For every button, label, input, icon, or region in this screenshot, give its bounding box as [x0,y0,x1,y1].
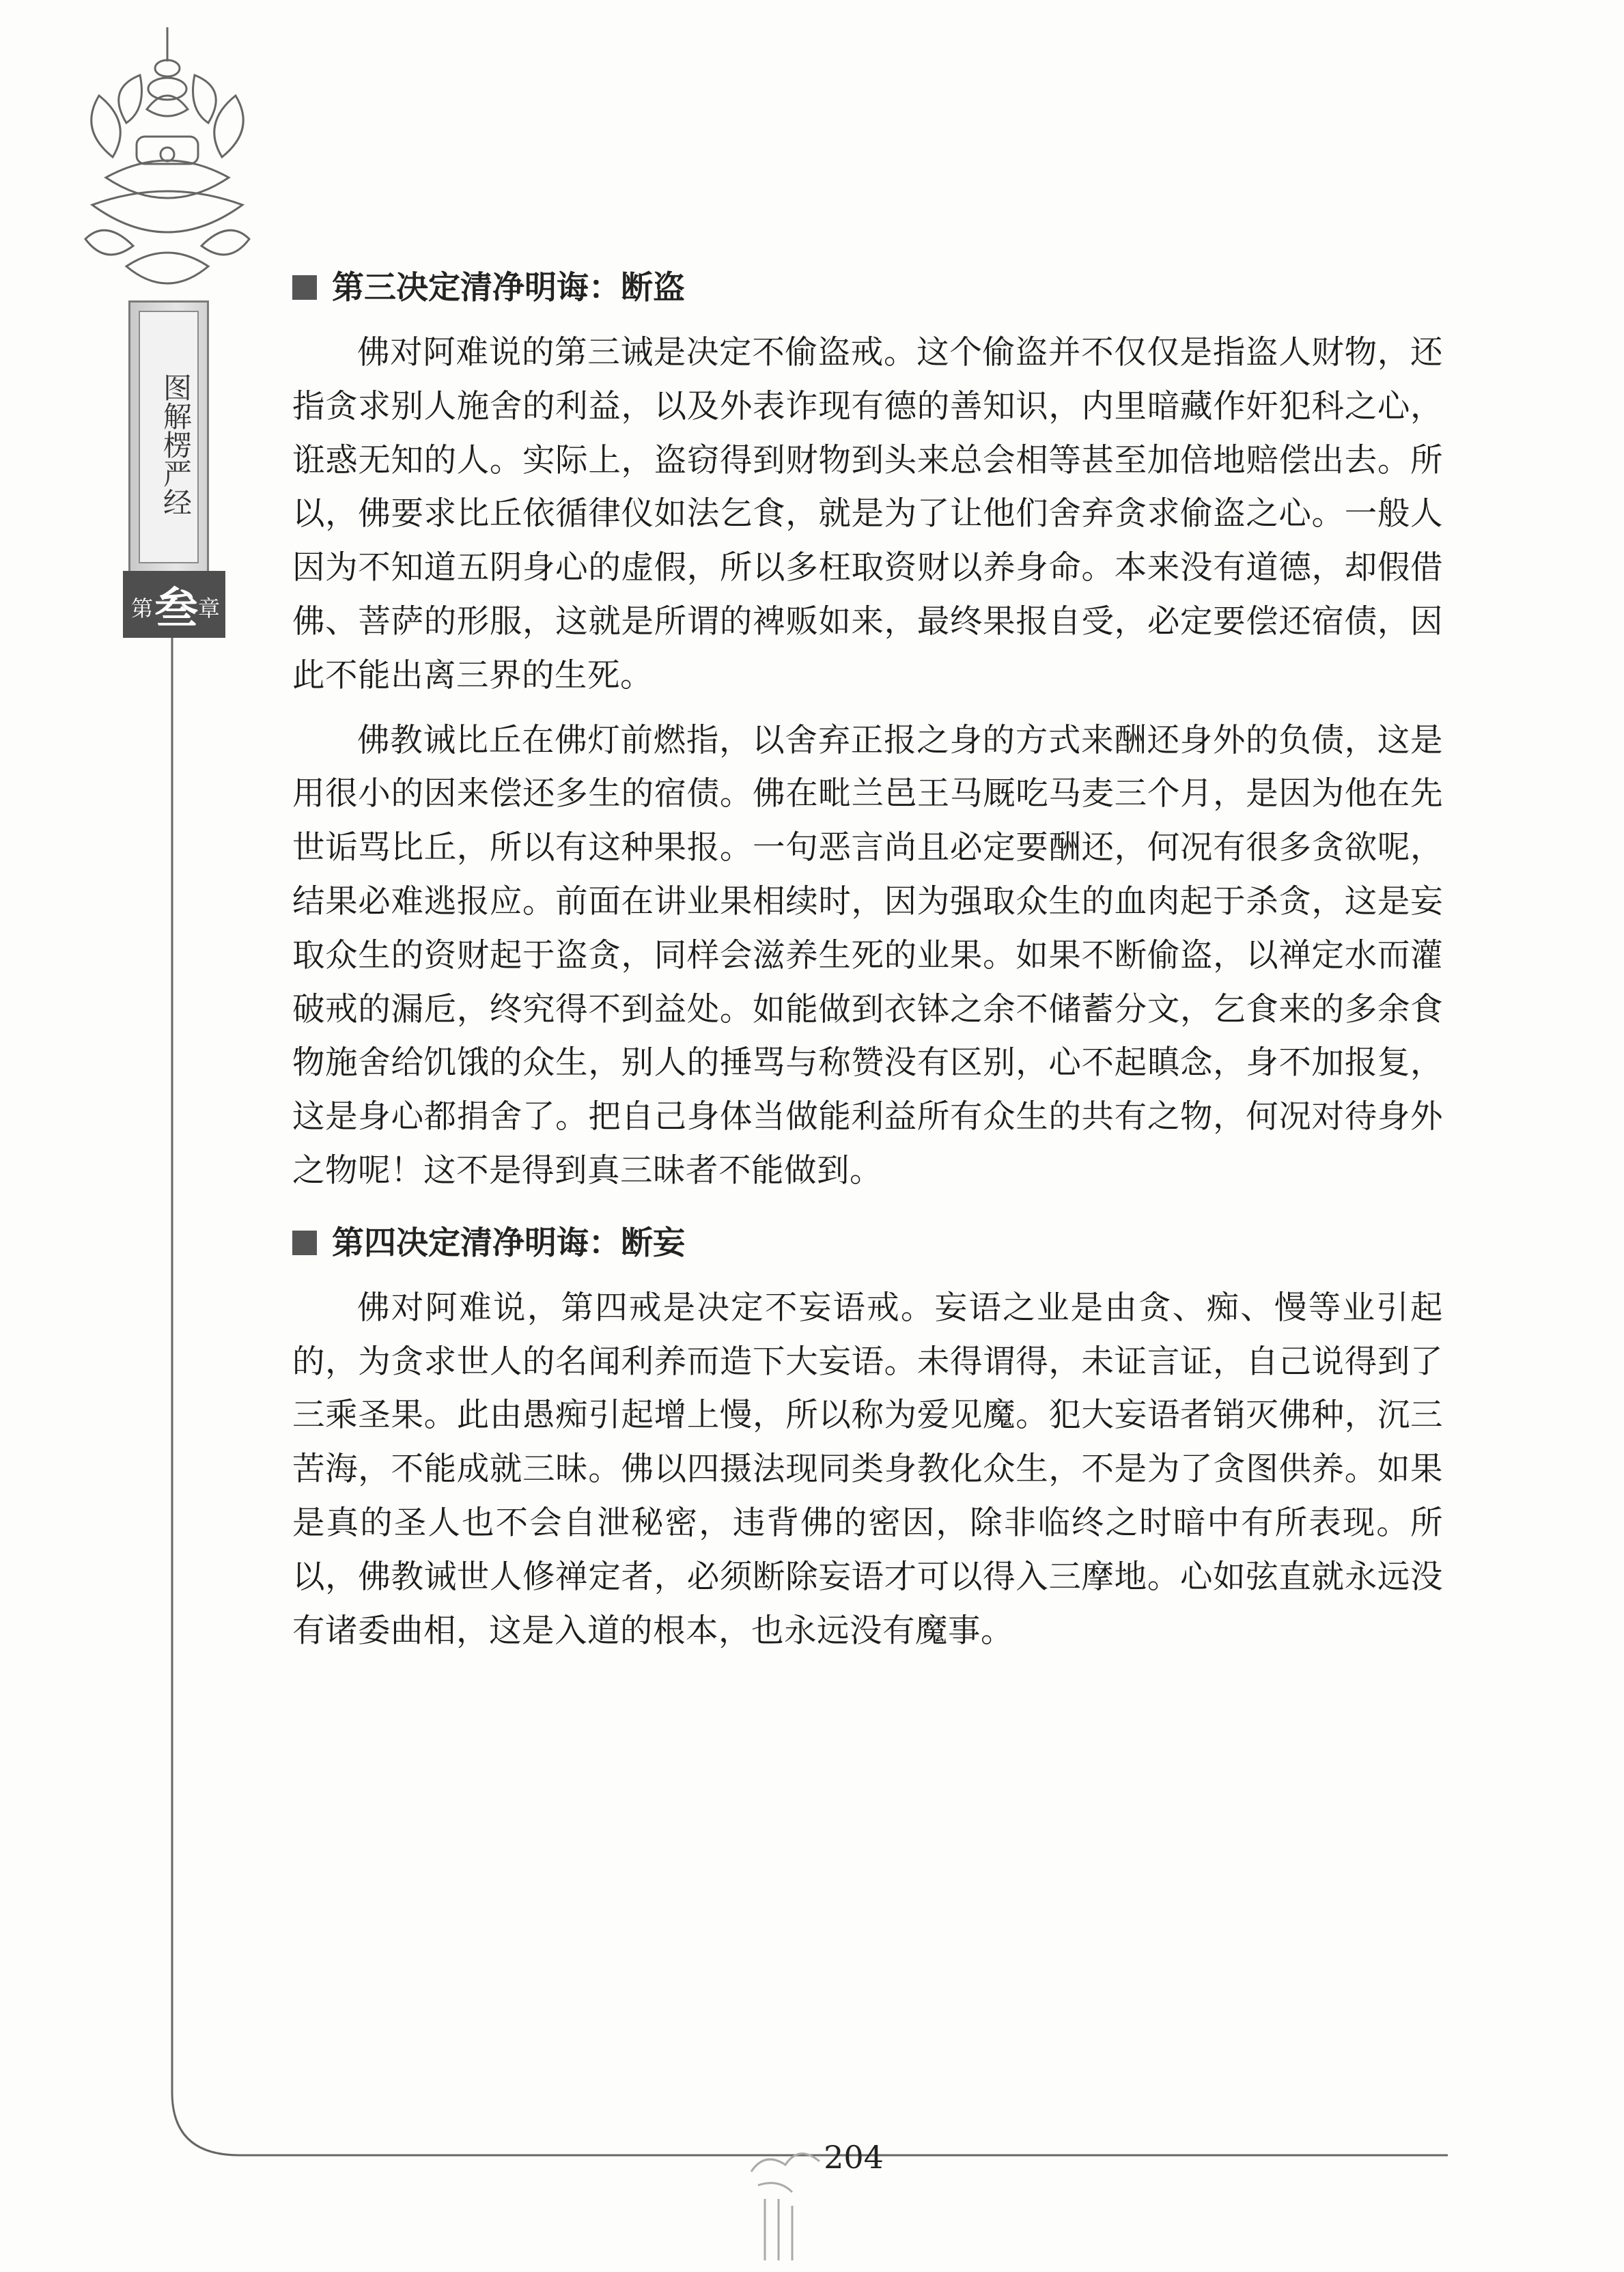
chapter-suffix: 章 [198,595,221,621]
section-heading-text: 第三决定清净明诲：断盗 [332,269,685,307]
square-bullet-icon [292,275,317,300]
section-heading [292,266,1443,310]
body-paragraph: 佛对阿难说的第三诫是决定不偷盗戒。这个偷盗并不仅仅是指盗人财物，还指贪求别人施舍的利益，以及外表诈现有德的善知识，内里暗藏作奸犯科之心，诳惑无知的人。实际上，盗窃得到财物到头来总会相等甚至加倍地赔偿出去。所以，佛要求比丘依循律仪如法乞食，就是为了让他们舍弃贪求偷盗之心。一般人因为不知道五阴身心的虚假，所以多枉取资财以养身命。本来没有道德，却假借佛、菩萨的形服，这就是所谓的裨贩如来，最终果报自受，必定要偿还宿债，因此不能出离三界的生死。 [292,334,1443,695]
book-title: 图解楞严经 [159,373,193,516]
square-bullet-icon [292,1231,317,1255]
lotus-ornament-icon [65,20,270,321]
chapter-prefix: 第 [131,595,154,621]
page-number: 204 [824,2139,884,2176]
section-heading [292,1222,1443,1265]
body-paragraph: 佛对阿难说，第四戒是决定不妄语戒。妄语之业是由贪、痴、慢等业引起的，为贪求世人的名闻利养而造下大妄语。未得谓得，未证言证，自己说得到了三乘圣果。此由愚痴引起增上慢，所以称为爱见魔。犯大妄语者销灭佛种，沉三苦海，不能成就三昧。佛以四摄法现同类身教化众生，不是为了贪图供养。如果是真的圣人也不会自泄秘密，违背佛的密因，除非临终之时暗中有所表现。所以，佛教诫世人修禅定者，必须断除妄语才可以得入三摩地。心如弦直就永远没有诸委曲相，这是入道的根本，也永远没有魔事。 [292,1289,1443,1650]
section-heading-text: 第四决定清净明诲：断妄 [332,1224,685,1262]
main-content [292,266,1443,1658]
chapter-number: 叁 [154,584,198,634]
book-title-sidebar [128,300,209,574]
sidebar-inner-frame [139,311,199,563]
chapter-tab [123,571,225,638]
body-paragraph: 佛教诫比丘在佛灯前燃指，以舍弃正报之身的方式来酬还身外的负债，这是用很小的因来偿还多生的宿债。佛在毗兰邑王马厩吃马麦三个月，是因为他在先世诟骂比丘，所以有这种果报。一句恶言尚且必定要酬还，何况有很多贪欲呢，结果必难逃报应。前面在讲业果相续时，因为强取众生的血肉起于杀贪，这是妄取众生的资财起于盗贪，同样会滋养生死的业果。如果不断偷盗，以禅定水而灌破戒的漏卮，终究得不到益处。如能做到衣钵之余不储蓄分文，乞食来的多余食物施舍给饥饿的众生，别人的捶骂与称赞没有区别，心不起瞋念，身不加报复，这是身心都捐舍了。把自己身体当做能利益所有众生的共有之物，何况对待身外之物呢！这不是得到真三昧者不能做到。 [292,721,1443,1190]
